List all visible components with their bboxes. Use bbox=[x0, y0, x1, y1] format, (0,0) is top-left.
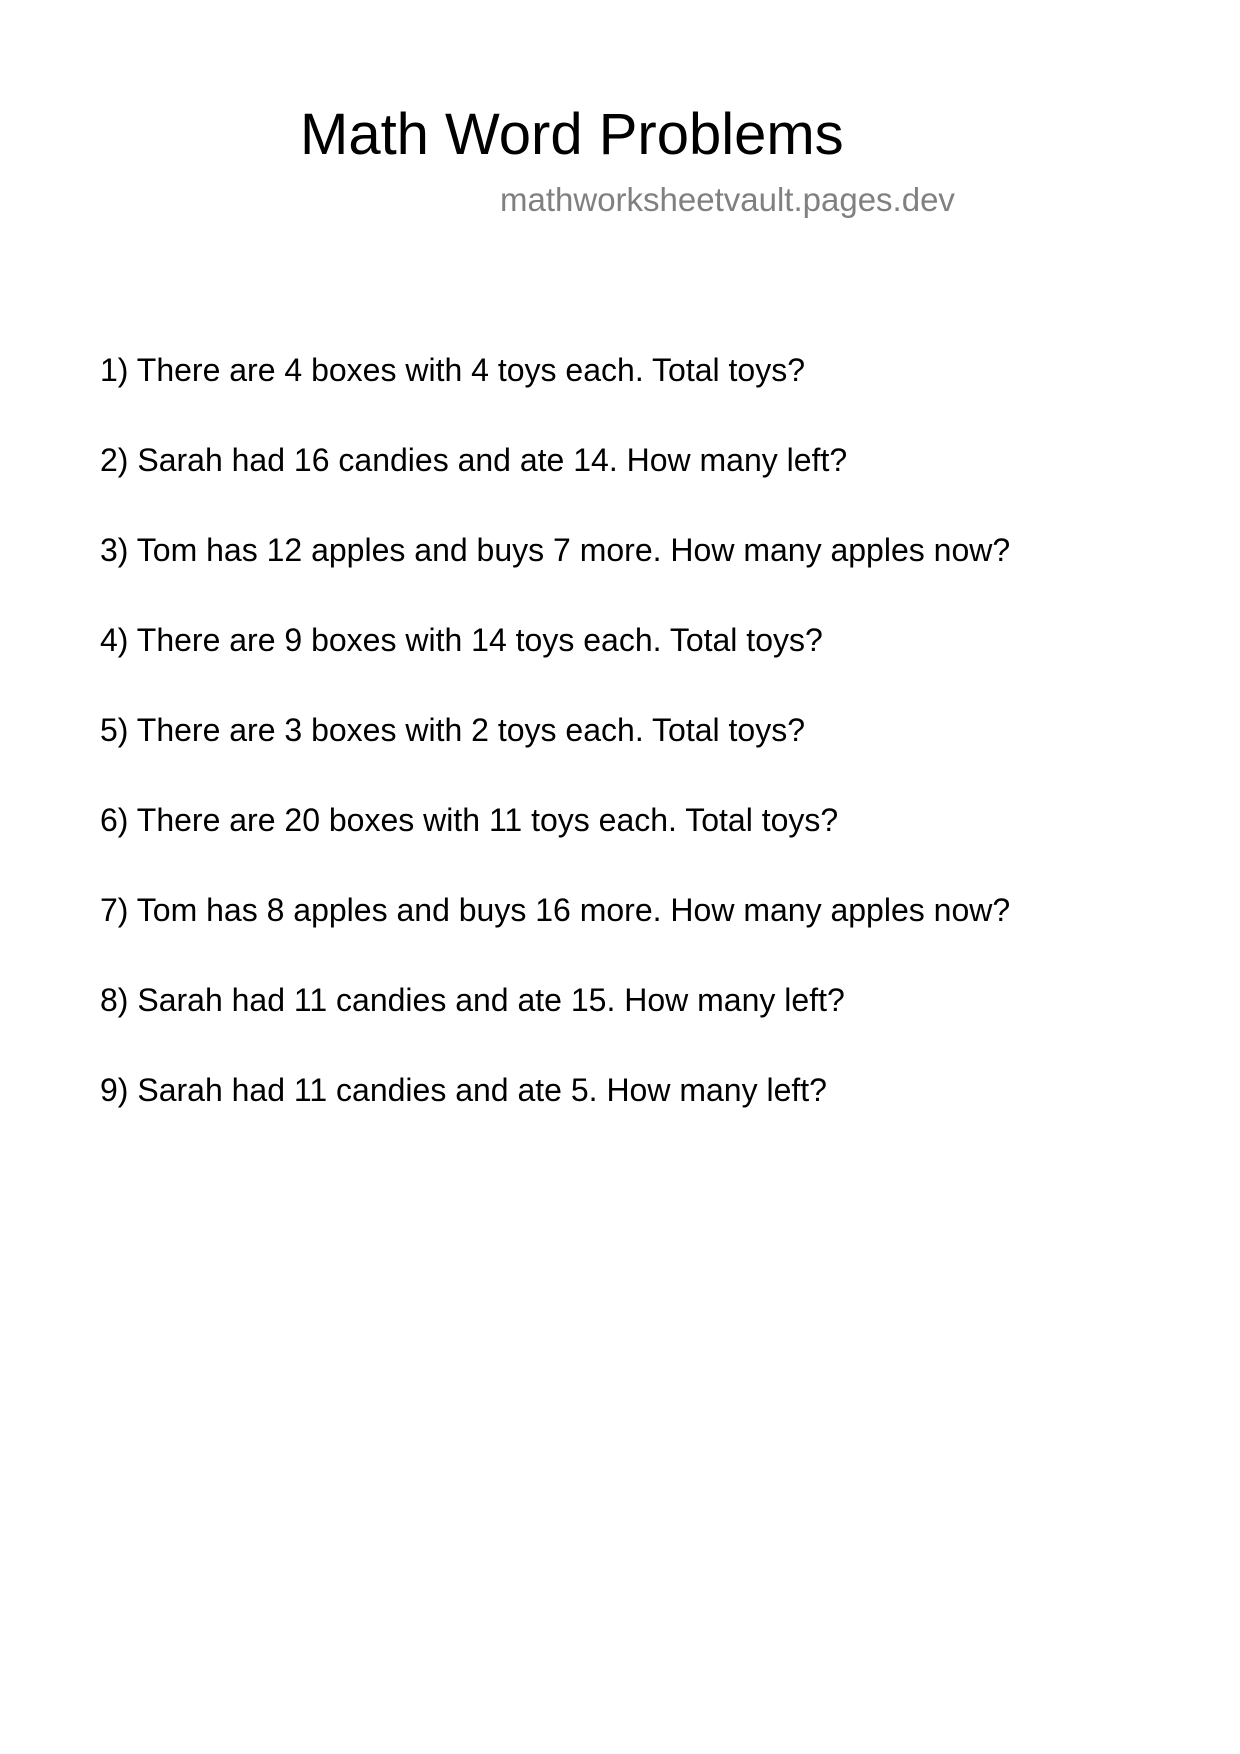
source-url: mathworksheetvault.pages.dev bbox=[500, 181, 955, 218]
problem-9: 9) Sarah had 11 candies and ate 5. How many left? bbox=[100, 1072, 827, 1108]
problem-2: 2) Sarah had 16 candies and ate 14. How many left? bbox=[100, 442, 848, 478]
page-title: Math Word Problems bbox=[300, 102, 844, 167]
problem-list bbox=[100, 348, 1010, 1158]
problem-1: 1) There are 4 boxes with 4 toys each. Total toys? bbox=[100, 352, 805, 388]
problem-3: 3) Tom has 12 apples and buys 7 more. How many apples now? bbox=[100, 532, 1011, 568]
problem-8: 8) Sarah had 11 candies and ate 15. How many left? bbox=[100, 982, 845, 1018]
problem-4: 4) There are 9 boxes with 14 toys each. Total toys? bbox=[100, 622, 823, 658]
problem-7: 7) Tom has 8 apples and buys 16 more. How many apples now? bbox=[100, 892, 1011, 928]
problem-6: 6) There are 20 boxes with 11 toys each. Total toys? bbox=[100, 802, 839, 838]
problem-5: 5) There are 3 boxes with 2 toys each. Total toys? bbox=[100, 712, 805, 748]
